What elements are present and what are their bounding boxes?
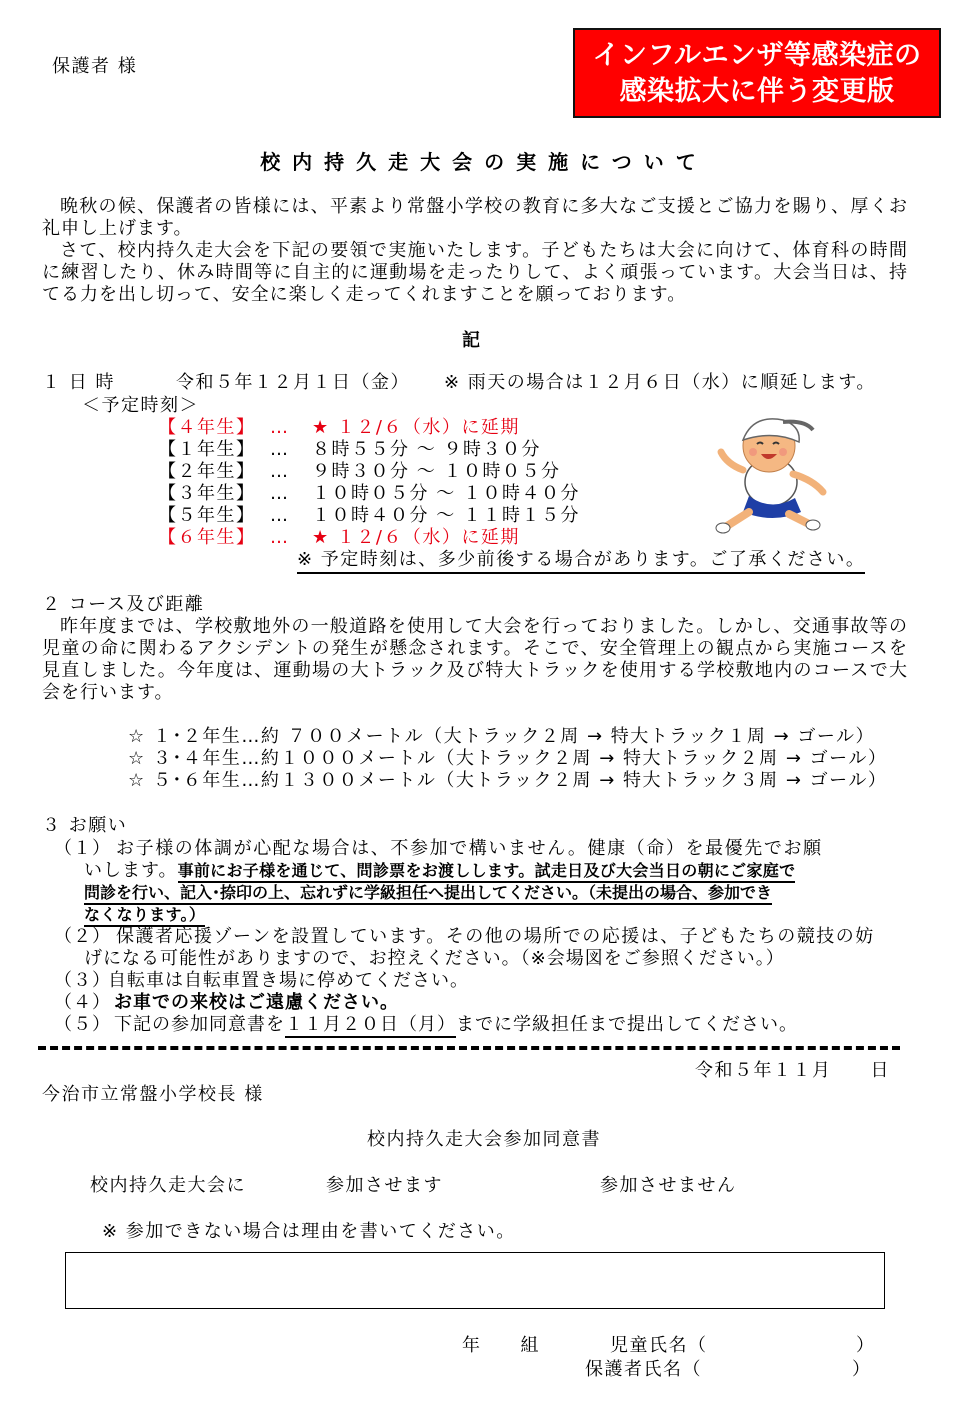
schedule-dots: … <box>270 505 290 526</box>
form-date: 令和５年１１月 日 <box>695 1060 890 1081</box>
schedule-dots: … <box>270 483 290 504</box>
schedule-label: ＜予定時刻＞ <box>82 395 199 416</box>
section1-heading: １ 日 時 <box>42 372 115 393</box>
form-title: 校内持久走大会参加同意書 <box>367 1129 601 1150</box>
request-item-5-number: （５） <box>54 1014 111 1035</box>
intro-paragraph-1: 晩秋の候、保護者の皆様には、平素より常盤小学校の教育に多大なご支援とご協力を賜り、厚くお礼申し上げます。 <box>42 196 908 239</box>
schedule-row <box>158 527 580 549</box>
intro-paragraph-2: さて、校内持久走大会を下記の要領で実施いたします。子どもたちは大会に向けて、体育科の時間に練習したり、休み時間等に自主的に運動場を走ったりして、よく頑張っています。大会当日は、持てる力を出し切って、安全に楽しく走ってくれますことを願っております。 <box>42 240 908 305</box>
schedule-grade: 【６年生】 <box>158 527 256 548</box>
reason-textbox[interactable] <box>65 1252 885 1309</box>
request-item-1-bold-3: なくなります。） <box>84 905 205 927</box>
banner-line-1: インフルエンザ等感染症の <box>592 40 922 71</box>
schedule-time: ８時５５分 ～ ９時３０分 <box>312 439 541 460</box>
schedule-dots: … <box>270 439 290 460</box>
rain-note: ※ 雨天の場合は１２月６日（水）に順延します。 <box>444 372 876 393</box>
addressee: 保護者 様 <box>52 56 138 77</box>
request-item-2-line-a: 保護者応援ゾーンを設置しています。その他の場所での応援は、子どもたちの競技の妨 <box>116 926 875 947</box>
schedule-row <box>158 483 580 505</box>
reason-note: ※ 参加できない場合は理由を書いてください。 <box>102 1221 516 1242</box>
schedule-time: １０時０５分 ～ １０時４０分 <box>312 483 580 504</box>
event-date: 令和５年１２月１日（金） <box>176 372 410 393</box>
schedule-time: ★ １２/６（水）に延期 <box>312 527 520 548</box>
request-item-2-number: （２） <box>54 926 111 947</box>
request-item-4-number: （４） <box>54 992 111 1013</box>
schedule-grade: 【５年生】 <box>158 505 256 526</box>
schedule-row <box>158 439 580 461</box>
schedule-dots: … <box>270 527 290 548</box>
schedule-row <box>158 417 580 439</box>
student-name-close: ） <box>856 1335 876 1356</box>
change-banner <box>573 28 941 118</box>
schedule-grade: 【２年生】 <box>158 461 256 482</box>
request-item-1-line-b: いします。 <box>84 860 178 881</box>
banner-line-2: 感染拡大に伴う変更版 <box>619 76 895 107</box>
request-item-4: お車での来校はご遠慮ください。 <box>114 992 399 1013</box>
course-1: ☆ １･２年生…約 ７００メートル（大トラック２周 → 特大トラック１周 → ゴール） <box>128 726 876 747</box>
option-not-participate[interactable]: 参加させません <box>600 1175 737 1196</box>
student-name-label: 児童氏名（ <box>610 1335 708 1356</box>
section3-heading: ３ お願い <box>42 815 128 836</box>
schedule-time: ★ １２/６（水）に延期 <box>312 417 520 438</box>
course-2: ☆ ３･４年生…約１０００メートル（大トラック２周 → 特大トラック２周 → ゴール） <box>128 748 888 769</box>
schedule-row <box>158 505 580 527</box>
page-title: 校内持久走大会の実施について <box>260 150 708 174</box>
schedule-dots: … <box>270 461 290 482</box>
section2-heading: ２ コース及び距離 <box>42 594 205 615</box>
ki-heading: 記 <box>462 330 482 351</box>
schedule-grade: 【１年生】 <box>158 439 256 460</box>
schedule-time: ９時３０分 ～ １０時０５分 <box>312 461 561 482</box>
cut-line <box>38 1046 900 1050</box>
parent-name-label: 保護者氏名（ <box>585 1359 702 1380</box>
request-item-1-number: （１） <box>54 838 111 859</box>
request-item-1-line-a: お子様の体調が心配な場合は、不参加で構いません。健康（命）を最優先でお願 <box>116 838 823 859</box>
request-item-1-bold-1: 事前にお子様を通じて、問診票をお渡しします。試走日及び大会当日の朝にご家庭で <box>178 861 796 883</box>
section2-body: 昨年度までは、学校敷地外の一般道路を使用して大会を行っておりました。しかし、交通事故等の児童の命に関わるアクシデントの発生が懸念されます。そこで、安全管理上の観点から実施コースを見直しました。今年度は、運動場の大トラック及び特大トラックを使用する学校敷地内のコースで大会を行います。 <box>42 616 908 703</box>
parent-name-close: ） <box>852 1359 872 1380</box>
request-item-1-bold-2: 問診を行い、記入･捺印の上、忘れずに学級担任へ提出してください。（未提出の場合、参加でき <box>84 883 772 905</box>
schedule-time: １０時４０分 ～ １１時１５分 <box>312 505 580 526</box>
request-item-3: 自転車は自転車置き場に停めてください。 <box>108 970 469 991</box>
running-child-illustration <box>713 412 833 534</box>
request-item-3-number: （３） <box>54 970 111 991</box>
submission-deadline: １１月２０日（月） <box>285 1014 456 1038</box>
schedule-dots: … <box>270 417 290 438</box>
form-question: 校内持久走大会に <box>90 1175 246 1196</box>
class-line: 年 組 <box>462 1335 540 1356</box>
schedule-list <box>158 417 580 549</box>
course-3: ☆ ５･６年生…約１３００メートル（大トラック２周 → 特大トラック３周 → ゴール） <box>128 770 888 791</box>
schedule-row <box>158 461 580 483</box>
request-item-2-line-b: げになる可能性がありますので、お控えください。（※会場図をご参照ください。） <box>84 948 785 969</box>
option-participate[interactable]: 参加させます <box>326 1175 443 1196</box>
schedule-grade: 【４年生】 <box>158 417 256 438</box>
form-addressee: 今治市立常盤小学校長 様 <box>42 1084 264 1105</box>
request-item-5-a: 下記の参加同意書を <box>114 1014 285 1035</box>
schedule-grade: 【３年生】 <box>158 483 256 504</box>
schedule-note: ※ 予定時刻は、多少前後する場合があります。ご了承ください。 <box>297 549 865 574</box>
request-item-5-b: までに学級担任まで提出してください。 <box>456 1014 798 1035</box>
